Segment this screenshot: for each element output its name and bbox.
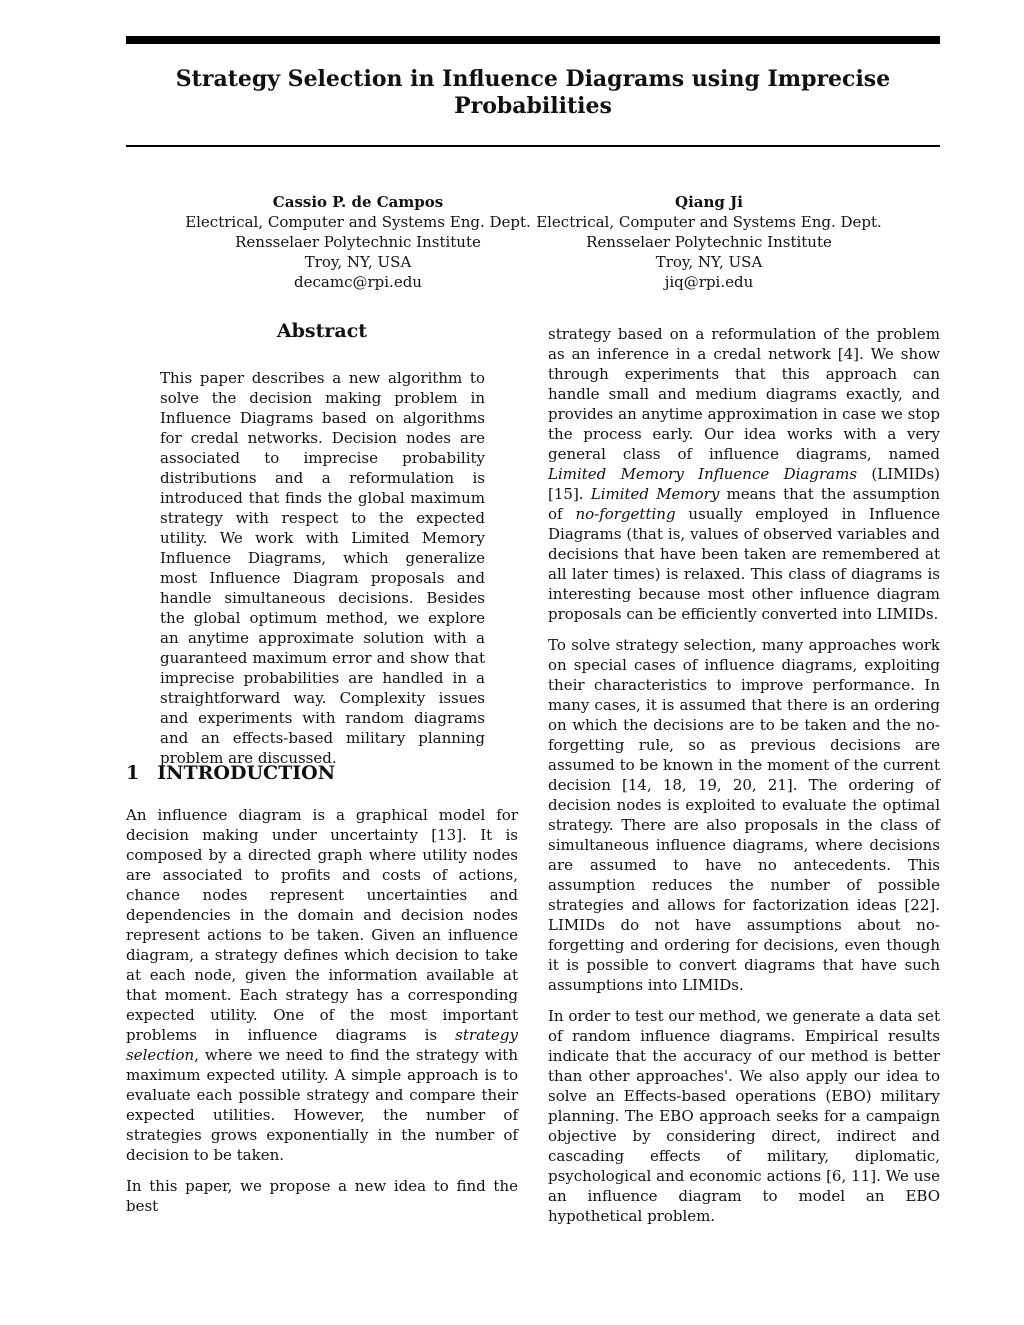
section-heading <box>126 762 335 784</box>
paper-title: Strategy Selection in Influence Diagrams using Imprecise Probabilities <box>175 66 891 119</box>
author-location: Troy, NY, USA <box>304 253 412 271</box>
abstract-heading: Abstract <box>276 320 368 342</box>
author-block-2 <box>509 192 909 292</box>
section-title: INTRODUCTION <box>157 762 336 784</box>
top-rule <box>126 36 940 44</box>
author-email: decamc@rpi.edu <box>294 273 422 291</box>
section-number: 1 <box>126 762 140 784</box>
author-institution: Rensselaer Polytechnic Institute <box>586 233 832 251</box>
author-email: jiq@rpi.edu <box>664 273 754 291</box>
intro-paragraph-2-cont: strategy based on a reformulation of the problem as an inference in a credal network [4]. We show through experiments that this approach can handle small and medium diagrams exactly, and provides an anytime approximation in case we stop the process early. Our idea works with a very general class of influence diagrams, named Limited Memory Influence Diagrams (LIMIDs) [15]. Limited Memory means that the assumption of no-forgetting usually employed in Influence Diagrams (that is, values of observed variables and decisions that have been taken are remembered at all later times) is relaxed. This class of diagrams is interesting because most other influence diagram proposals can be efficiently converted into LIMIDs. <box>548 325 940 623</box>
left-column <box>126 805 518 1227</box>
author-dept: Electrical, Computer and Systems Eng. Dept. <box>536 213 882 231</box>
right-column <box>548 324 940 1237</box>
abstract-body <box>160 368 485 779</box>
intro-paragraph-2-start: In this paper, we propose a new idea to find the best <box>126 1177 518 1215</box>
intro-paragraph-3: To solve strategy selection, many approaches work on special cases of influence diagrams, exploiting their characteristics to improve performance. In many cases, it is assumed that there is an ordering on which the decisions are to be taken and the no-forgetting rule, so as previous decisions are assumed to be known in the moment of the current decision [14, 18, 19, 20, 21]. The ordering of decision nodes is exploited to evaluate the optimal strategy. There are also proposals in the class of simultaneous influence diagrams, where decisions are assumed to have no antecedents. This assumption reduces the number of possible strategies and allows for factorization ideas [22]. LIMIDs do not have assumptions about no-forgetting and ordering for decisions, even though it is possible to convert diagrams that have such assumptions into LIMIDs. <box>548 636 940 994</box>
author-name: Qiang Ji <box>675 193 743 211</box>
abstract-text: This paper describes a new algorithm to solve the decision making problem in Influence Diagrams based on algorithms for credal networks. Decision nodes are associated to imprecise probability distributions and a reformulation is introduced that finds the global maximum strategy with respect to the expected utility. We work with Limited Memory Influence Diagrams, which generalize most Influence Diagram proposals and handle simultaneous decisions. Besides the global optimum method, we explore an anytime approximate solution with a guaranteed maximum error and show that imprecise probabilities are handled in a straightforward way. Complexity issues and experiments with random diagrams and an effects-based military planning problem are discussed. <box>160 369 485 767</box>
author-dept: Electrical, Computer and Systems Eng. Dept. <box>185 213 531 231</box>
intro-paragraph-4: In order to test our method, we generate a data set of random influence diagrams. Empirical results indicate that the accuracy of our method is better than other approaches'. We also apply our idea to solve an Effects-based operations (EBO) military planning. The EBO approach seeks for a campaign objective by considering direct, indirect and cascading effects of military, diplomatic, psychological and economic actions [6, 11]. We use an influence diagram to model an EBO hypothetical problem. <box>548 1007 940 1225</box>
intro-paragraph-1: An influence diagram is a graphical model for decision making under uncertainty [13]. It is composed by a directed graph where utility nodes are associated to profits and costs of actions, chance nodes represent uncertainties and dependencies in the domain and decision nodes represent actions to be taken. Given an influence diagram, a strategy defines which decision to take at each node, given the information available at that moment. Each strategy has a corresponding expected utility. One of the most important problems in influence diagrams is strategy selection, where we need to find the strategy with maximum expected utility. A simple approach is to evaluate each possible strategy and compare their expected utilities. However, the number of strategies grows exponentially in the number of decision to be taken. <box>126 806 518 1164</box>
title-rule <box>126 145 940 147</box>
author-name: Cassio P. de Campos <box>272 193 444 211</box>
author-location: Troy, NY, USA <box>655 253 763 271</box>
author-block-1 <box>158 192 558 292</box>
author-institution: Rensselaer Polytechnic Institute <box>235 233 481 251</box>
